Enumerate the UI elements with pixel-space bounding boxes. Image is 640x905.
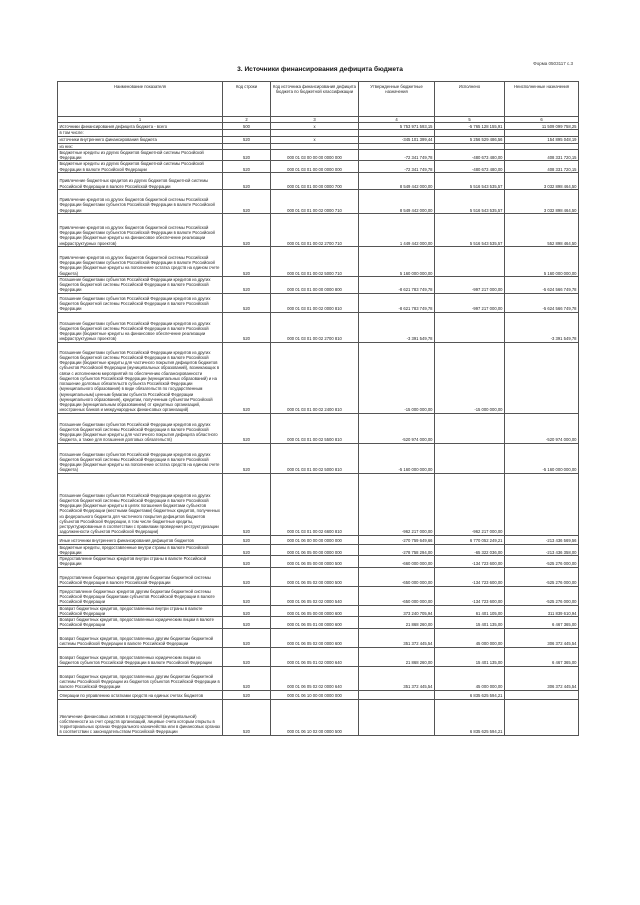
row-source-code: 000 01 06 05 02 02 0000 640 — [271, 666, 359, 690]
row-plan: -72 341 749,78 — [359, 161, 435, 173]
row-code: 520 — [223, 293, 271, 312]
row-name: Привлечение кредитов из других бюджетов бюджетной системы Российской Федерации бюджетами субъектов Российской Федерации в валюте Российской Федерации (бюджетные кредиты на пополнение остатка средств на едином счете бюджета) — [58, 246, 223, 276]
table-row — [58, 556, 579, 568]
row-plan: -3 391 549,78 — [359, 312, 435, 342]
row-source-code: 000 01 06 05 00 00 0000 000 — [271, 544, 359, 556]
row-left: 306 372 445,54 — [505, 628, 579, 647]
table-row — [58, 213, 579, 246]
row-name: Бюджетные кредиты, предоставленные внутри страны в валюте Российской Федерации — [58, 544, 223, 556]
row-name: Привлечение бюджетных кредитов из других бюджетов бюджетной системы Российской Федерации в валюте Российской Федерации — [58, 172, 223, 189]
row-code: 520 — [223, 473, 271, 535]
row-source-code: 000 01 06 05 00 00 0000 600 — [271, 605, 359, 617]
table-row — [58, 312, 579, 342]
header-done: Исполнено — [435, 82, 505, 117]
row-name: Предоставление бюджетных кредитов другим бюджетам бюджетной системы Российской Федерации бюджетами субъектов Российской Федерации в валюте Российской Федерации — [58, 586, 223, 605]
row-source-code: 000 01 03 01 00 02 2700 810 — [271, 312, 359, 342]
row-plan: 5 753 971 593,15 — [359, 123, 435, 130]
row-plan: -650 000 000,00 — [359, 586, 435, 605]
row-left: 311 839 610,94 — [505, 605, 579, 617]
row-plan: -962 217 000,00 — [359, 473, 435, 535]
table-row — [58, 189, 579, 213]
row-left: -213 436 569,56 — [505, 535, 579, 544]
col-number: 5 — [435, 117, 505, 123]
row-left: 11 509 099 758,25 — [505, 123, 579, 130]
row-name: Погашение бюджетами субъектов Российской Федерации кредитов из других бюджетов бюджетной системы Российской Федерации в валюте Российской Федерации (бюджетные кредиты для частичного покрытия дефицита областного бюджета, а также для погашения долговых обязательств) — [58, 413, 223, 443]
row-source-code: 000 01 03 01 00 02 2400 810 — [271, 342, 359, 413]
row-source-code: 000 01 03 00 00 00 0000 000 — [271, 149, 359, 161]
row-name: Погашение бюджетами субъектов Российской Федерации кредитов из других бюджетов бюджетной системы Российской Федерации в валюте Российской Федерации (бюджетные кредиты в целях погашения бюджетами субъектов Российской Федерации (местными бюджетами) бюджетных кредитов, полученных из федерального бюджета для частичного покрытия дефицитов бюджетов субъектов Российской Федерации, в том числе бюджетные кредиты, реструктурированные в соответствии с правилами проведения реструктуризации задолженности субъектов Российской Федерации) — [58, 473, 223, 535]
row-done: 15 401 135,00 — [435, 617, 505, 629]
row-plan: 351 372 445,54 — [359, 666, 435, 690]
row-name: Увеличение финансовых активов в государственной (муниципальной) собственности за счет средств организаций, лицевые счета которым открыты в территориальных органах Федерального казначейства или в финансовых органах в соответствии с законодательством Российской Федерации — [58, 699, 223, 735]
row-plan: 21 868 260,00 — [359, 647, 435, 666]
row-name: Погашение бюджетами субъектов Российской Федерации кредитов из других бюджетов бюджетной системы Российской Федерации в валюте Российской Федерации (бюджетные кредиты для частичного покрытия дефицитов бюджетов субъектов Российской Федерации (муниципальных образований), возникающих в связи с исполнением мероприятий по обеспечению сбалансированности бюджетов субъектов Российской Федерации (муниципальных образований) и на погашение долговых обязательств субъекта Российской Федерации (муниципального образования) в виде обязательств по государственным (муниципальным) ценным бумагам субъекта Российской Федерации (муниципального образования), кредитам, полученным субъектом Российской Федерации (муниципальным образованием) от кредитных организаций, иностранных банков и международных финансовых организаций) — [58, 342, 223, 413]
row-name: Возврат бюджетных кредитов, предоставленных юридическим лицам из бюджетов субъектов Российской Федерации в валюте Российской Федерации — [58, 647, 223, 666]
row-name: из них: — [58, 143, 223, 149]
row-left: 6 467 365,00 — [505, 647, 579, 666]
row-left: 3 032 898 464,50 — [505, 172, 579, 189]
row-source-code: 000 01 03 01 00 02 0000 710 — [271, 189, 359, 213]
row-plan: -8 621 783 749,78 — [359, 293, 435, 312]
row-code: 520 — [223, 136, 271, 143]
row-left: -213 436 358,00 — [505, 544, 579, 556]
row-plan: -5 160 000 000,00 — [359, 443, 435, 473]
row-source-code: 000 01 06 05 02 00 0000 600 — [271, 628, 359, 647]
row-name: Источники финансирования дефицита бюджета - всего — [58, 123, 223, 130]
row-plan: 21 868 260,00 — [359, 617, 435, 629]
row-name: Погашение бюджетами субъектов Российской Федерации кредитов из других бюджетов бюджетной системы Российской Федерации в валюте Российской Федерации (бюджетные кредиты на финансовое обеспечение реализации инфраструктурных проектов) — [58, 312, 223, 342]
col-number: 6 — [505, 117, 579, 123]
row-plan: -660 000 000,00 — [359, 556, 435, 568]
row-done — [435, 246, 505, 276]
row-done: 5 516 543 535,57 — [435, 213, 505, 246]
row-plan: 8 549 442 000,00 — [359, 189, 435, 213]
form-code: Форма 0503117 с.3 — [533, 61, 573, 66]
table-row — [58, 586, 579, 605]
row-plan: 5 160 000 000,00 — [359, 246, 435, 276]
row-name: Предоставление бюджетных кредитов внутри страны в валюте Российской Федерации — [58, 556, 223, 568]
row-done: 6 835 625 594,21 — [435, 690, 505, 699]
table-row — [58, 172, 579, 189]
table-row — [58, 544, 579, 556]
row-done: 5 256 529 486,56 — [435, 136, 505, 143]
row-done: -997 217 000,00 — [435, 276, 505, 293]
row-code: 520 — [223, 413, 271, 443]
row-code: 520 — [223, 535, 271, 544]
row-left: -525 276 000,00 — [505, 586, 579, 605]
row-plan: -520 974 000,00 — [359, 413, 435, 443]
row-name: Бюджетные кредиты из других бюджетов бюджетной системы Российской Федерации — [58, 149, 223, 161]
table-row — [58, 136, 579, 143]
row-left: -5 624 566 749,78 — [505, 293, 579, 312]
header-name: Наименование показателя — [58, 82, 223, 117]
row-left: 306 372 445,54 — [505, 666, 579, 690]
row-code: 520 — [223, 617, 271, 629]
row-code: 520 — [223, 628, 271, 647]
row-name: в том числе: — [58, 130, 223, 136]
table-row — [58, 605, 579, 617]
row-name: Погашение бюджетами субъектов Российской Федерации кредитов из других бюджетов бюджетной системы Российской Федерации в валюте Российской Федерации (бюджетные кредиты на пополнение остатка средств на едином счете бюджета) — [58, 443, 223, 473]
row-code: 520 — [223, 246, 271, 276]
row-name: Привлечение кредитов из других бюджетов бюджетной системы Российской Федерации бюджетами субъектов Российской Федерации в валюте Российской Федерации — [58, 189, 223, 213]
row-code: 520 — [223, 276, 271, 293]
row-done: 6 835 625 594,21 — [435, 699, 505, 735]
row-code: 520 — [223, 699, 271, 735]
row-code: 520 — [223, 647, 271, 666]
row-plan: 8 549 442 000,00 — [359, 172, 435, 189]
row-name: Предоставление бюджетных кредитов другим бюджетам бюджетной системы Российской Федерации в валюте Российской Федерации — [58, 567, 223, 586]
row-plan: -345 101 399,44 — [359, 136, 435, 143]
row-left — [505, 473, 579, 535]
row-source-code: 000 01 03 01 00 00 0000 700 — [271, 172, 359, 189]
row-source-code: 000 01 03 01 00 00 0000 800 — [271, 276, 359, 293]
row-plan: -650 000 000,00 — [359, 567, 435, 586]
row-name: Погашение бюджетами субъектов Российской Федерации кредитов из других бюджетов бюджетной системы Российской Федерации в валюте Российской Федерации — [58, 276, 223, 293]
row-name: Возврат бюджетных кредитов, предоставленных внутри страны в валюте Российской Федерации — [58, 605, 223, 617]
row-code: 520 — [223, 586, 271, 605]
row-done: -962 217 000,00 — [435, 473, 505, 535]
row-source-code: 000 01 06 05 01 00 0000 600 — [271, 617, 359, 629]
header-left: Неисполненные назначения — [505, 82, 579, 117]
row-source-code: 000 01 03 01 00 02 5500 810 — [271, 413, 359, 443]
row-code: 520 — [223, 172, 271, 189]
row-done: -480 673 480,00 — [435, 149, 505, 161]
table-row — [58, 617, 579, 629]
table-row — [58, 161, 579, 173]
col-number: 2 — [223, 117, 271, 123]
row-plan: -15 000 000,00 — [359, 342, 435, 413]
row-left: 5 160 000 000,00 — [505, 246, 579, 276]
row-code: 520 — [223, 544, 271, 556]
row-left: -5 624 566 749,78 — [505, 276, 579, 293]
row-done: -134 723 600,00 — [435, 586, 505, 605]
row-done — [435, 312, 505, 342]
row-name: Возврат бюджетных кредитов, предоставленных другим бюджетам бюджетной системы Российской Федерации из бюджетов субъектов Российской Федерации в валюте Российской Федерации — [58, 666, 223, 690]
table-row — [58, 413, 579, 443]
row-name: источники внутреннего финансирования бюджета — [58, 136, 223, 143]
row-code: 520 — [223, 443, 271, 473]
table-row — [58, 535, 579, 544]
row-left: 6 467 365,00 — [505, 617, 579, 629]
header-source: Код источника финансирования дефицита бюджета по бюджетной классификации — [271, 82, 359, 117]
row-done: -134 723 600,00 — [435, 556, 505, 568]
header-code: Код строки — [223, 82, 271, 117]
row-code: 520 — [223, 312, 271, 342]
table-row — [58, 690, 579, 699]
row-name: Иные источники внутреннего финансирования дефицитов бюджетов — [58, 535, 223, 544]
row-code: 520 — [223, 690, 271, 699]
row-code: 520 — [223, 149, 271, 161]
table-row — [58, 342, 579, 413]
row-left: -525 276 000,00 — [505, 567, 579, 586]
row-plan: -278 758 294,00 — [359, 544, 435, 556]
table-row — [58, 628, 579, 647]
row-plan — [359, 699, 435, 735]
row-source-code: 000 01 03 01 00 02 5000 810 — [271, 443, 359, 473]
row-source-code: 000 01 06 10 00 00 0000 000 — [271, 690, 359, 699]
table-row — [58, 276, 579, 293]
row-left: 3 032 898 464,50 — [505, 189, 579, 213]
row-left: -520 974 000,00 — [505, 413, 579, 443]
row-code: 520 — [223, 342, 271, 413]
row-done: 5 516 543 535,57 — [435, 189, 505, 213]
table-row — [58, 123, 579, 130]
row-done: 15 401 135,00 — [435, 647, 505, 666]
financing-sources-table — [57, 81, 579, 736]
row-code: 500 — [223, 123, 271, 130]
table-row — [58, 567, 579, 586]
table-row — [58, 647, 579, 666]
col-number: 3 — [271, 117, 359, 123]
row-name: Возврат бюджетных кредитов, предоставленных юридическим лицам в валюте Российской Федерации — [58, 617, 223, 629]
row-source-code: x — [271, 123, 359, 130]
row-source-code: 000 01 06 00 00 00 0000 000 — [271, 535, 359, 544]
row-source-code: 000 01 06 05 02 02 0000 540 — [271, 586, 359, 605]
row-code: 520 — [223, 666, 271, 690]
row-code: 520 — [223, 189, 271, 213]
table-row — [58, 473, 579, 535]
row-left: 552 898 464,50 — [505, 213, 579, 246]
row-left: 408 331 720,15 — [505, 161, 579, 173]
row-source-code: 000 01 03 01 00 02 5000 710 — [271, 246, 359, 276]
row-source-code: 000 01 06 05 00 00 0000 500 — [271, 556, 359, 568]
row-source-code: 000 01 06 05 01 02 0000 640 — [271, 647, 359, 666]
row-name: Операции по управлению остатками средств на единых счетах бюджетов — [58, 690, 223, 699]
col-number: 4 — [359, 117, 435, 123]
row-plan: 351 372 445,54 — [359, 628, 435, 647]
row-name: Бюджетные кредиты из других бюджетов бюджетной системы Российской Федерации в валюте Российской Федерации — [58, 161, 223, 173]
row-left — [505, 690, 579, 699]
header-row — [58, 82, 579, 117]
row-left: -525 276 000,00 — [505, 556, 579, 568]
row-source-code: 000 01 06 10 02 00 0000 500 — [271, 699, 359, 735]
row-left: -5 160 000 000,00 — [505, 443, 579, 473]
row-done: 45 000 000,00 — [435, 666, 505, 690]
row-source-code: 000 01 03 01 00 02 6600 810 — [271, 473, 359, 535]
row-source-code: x — [271, 136, 359, 143]
row-left: 408 331 720,15 — [505, 149, 579, 161]
row-code: 520 — [223, 556, 271, 568]
row-source-code: 000 01 03 01 00 00 0000 000 — [271, 161, 359, 173]
col-number: 1 — [58, 117, 223, 123]
row-source-code: 000 01 03 01 00 02 0000 810 — [271, 293, 359, 312]
row-name: Привлечение кредитов из других бюджетов бюджетной системы Российской Федерации бюджетами субъектов Российской Федерации в валюте Российской Федерации (бюджетные кредиты на финансовое обеспечение реализации инфраструктурных проектов) — [58, 213, 223, 246]
row-name: Погашение бюджетами субъектов Российской Федерации кредитов из других бюджетов бюджетной системы Российской Федерации в валюте Российской Федерации — [58, 293, 223, 312]
table-row — [58, 699, 579, 735]
header-plan: Утвержденные бюджетные назначения — [359, 82, 435, 117]
row-done: 61 401 105,00 — [435, 605, 505, 617]
row-done: -15 000 000,00 — [435, 342, 505, 413]
row-left — [505, 342, 579, 413]
row-done: -5 765 128 155,91 — [435, 123, 505, 130]
row-left — [505, 699, 579, 735]
row-source-code: 000 01 03 01 00 02 2700 710 — [271, 213, 359, 246]
row-plan: 373 240 705,94 — [359, 605, 435, 617]
row-done — [435, 443, 505, 473]
row-done: 45 000 000,00 — [435, 628, 505, 647]
row-done: -134 723 600,00 — [435, 567, 505, 586]
table-row — [58, 149, 579, 161]
row-code: 520 — [223, 213, 271, 246]
row-done: -997 217 000,00 — [435, 293, 505, 312]
table-row — [58, 666, 579, 690]
row-left: -3 391 549,78 — [505, 312, 579, 342]
row-plan: -72 341 749,78 — [359, 149, 435, 161]
row-done: 6 770 052 249,21 — [435, 535, 505, 544]
row-done: 5 516 543 535,57 — [435, 172, 505, 189]
row-name: Возврат бюджетных кредитов, предоставленных другим бюджетам бюджетной системы Российской Федерации в валюте Российской Федерации — [58, 628, 223, 647]
row-plan: -270 759 649,66 — [359, 535, 435, 544]
row-done — [435, 413, 505, 443]
row-left: 154 895 048,19 — [505, 136, 579, 143]
table-row — [58, 293, 579, 312]
row-code: 520 — [223, 605, 271, 617]
row-plan: -8 621 783 749,78 — [359, 276, 435, 293]
row-plan — [359, 690, 435, 699]
row-done: -480 673 480,00 — [435, 161, 505, 173]
row-code: 520 — [223, 567, 271, 586]
row-code: 520 — [223, 161, 271, 173]
page-title: 3. Источники финансирования дефицита бюджета — [237, 66, 403, 73]
row-done: -65 322 036,00 — [435, 544, 505, 556]
table-row — [58, 246, 579, 276]
table-row — [58, 443, 579, 473]
row-source-code: 000 01 06 05 02 00 0000 500 — [271, 567, 359, 586]
row-plan: 1 449 442 000,00 — [359, 213, 435, 246]
